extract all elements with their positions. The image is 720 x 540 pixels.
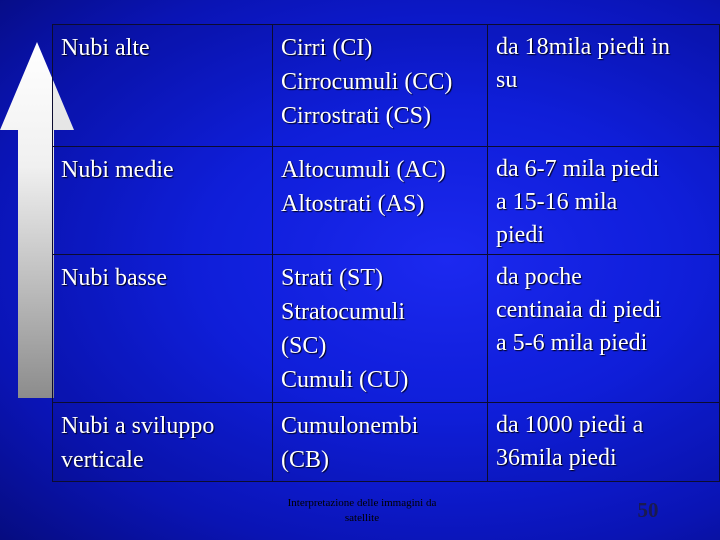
altitude-text: a 15-16 mila [496,189,618,216]
altitude-text: da 18mila piedi in [496,34,670,60]
footer-line: Interpretazione delle immagini da [287,497,437,509]
altitude-cell [488,147,720,254]
altitude-cell [488,254,720,402]
altitude-text: da poche [496,263,582,290]
level-label: Nubi alte [61,35,150,61]
level-cell [53,147,273,254]
table-row [53,25,720,147]
altitude-text: da 1000 piedi a [496,411,644,438]
cloud-type: Cumulonembi [281,412,419,439]
level-label: Nubi a sviluppo [61,412,215,439]
cloud-type: Altocumuli (AC) [281,157,446,184]
cloud-type: Cirrostrati (CS) [281,103,431,129]
cloud-type: (SC) [281,332,327,359]
footer-line: satellite [344,512,380,524]
page-number: 50 [637,498,659,522]
cloud-type: Cumuli (CU) [281,366,409,393]
altitude-text: su [496,67,518,93]
cloud-classification-table [52,24,720,482]
altitude-text: 36mila piedi [496,444,617,471]
cloud-type: Stratocumuli [281,298,405,325]
level-cell [53,254,273,402]
table-row [53,254,720,402]
altitude-cell [488,402,720,481]
level-label: Nubi basse [61,264,167,291]
level-cell [53,25,273,147]
altitude-text: a 5-6 mila piedi [496,329,648,356]
altitude-text: da 6-7 mila piedi [496,156,660,183]
types-cell [273,25,488,147]
level-label: verticale [61,446,144,473]
altitude-text: centinaia di piedi [496,296,662,323]
level-label: Nubi medie [61,157,174,184]
level-cell [53,402,273,481]
types-cell [273,402,488,481]
table-row [53,402,720,481]
cloud-type: Cirrocumuli (CC) [281,69,453,95]
footer-caption [262,496,462,526]
table-row [53,147,720,254]
altitude-text: piedi [496,222,544,249]
cloud-type: Strati (ST) [281,264,383,291]
altitude-cell [488,25,720,147]
cloud-type: (CB) [281,446,329,473]
cloud-type: Cirri (CI) [281,35,373,61]
types-cell [273,254,488,402]
cloud-type: Altostrati (AS) [281,191,425,218]
types-cell [273,147,488,254]
